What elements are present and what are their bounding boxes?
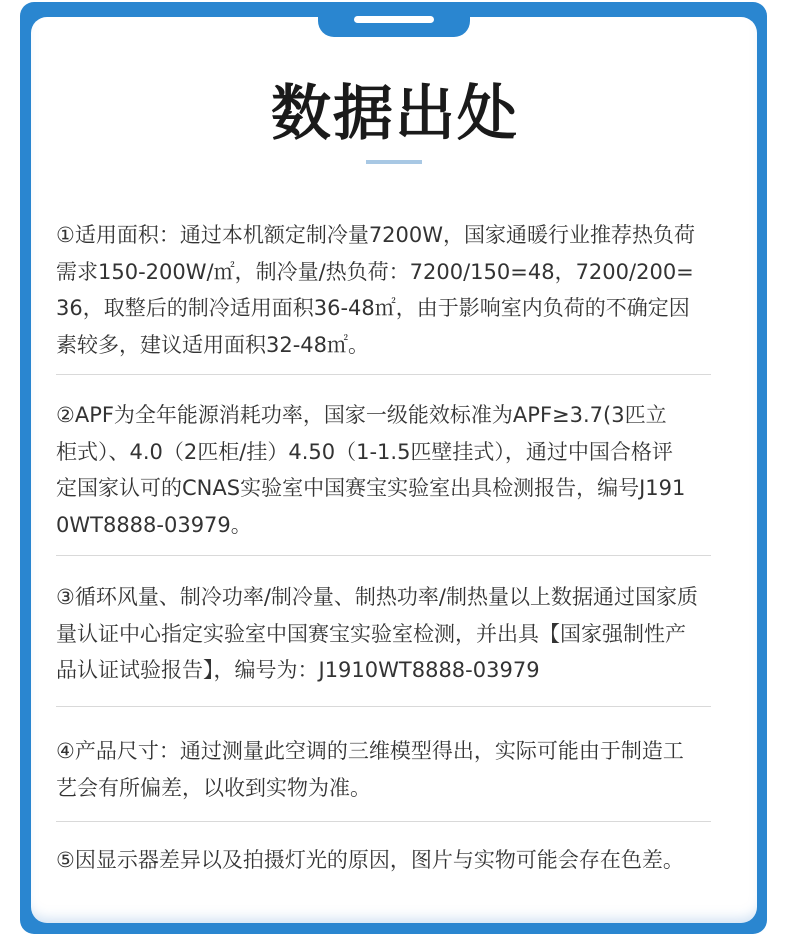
top-tab (318, 2, 470, 37)
section-line: ③循环风量、制冷功率/制冷量、制热功率/制热量以上数据通过国家质 (56, 585, 698, 609)
section-area (56, 217, 736, 363)
section-line: ②APF为全年能源消耗功率，国家一级能效标准为APF≥3.7(3匹立 (56, 403, 667, 427)
section-line: ⑤因显示器差异以及拍摄灯光的原因，图片与实物可能会存在色差。 (56, 848, 684, 872)
divider (56, 374, 711, 375)
section-line: 素较多，建议适用面积32-48㎡。 (56, 332, 370, 357)
title-underline (366, 160, 422, 164)
section-line: 量认证中心指定实验室中国赛宝实验室检测，并出具【国家强制性产 (56, 621, 686, 646)
section-certification (56, 579, 736, 689)
section-line: 品认证试验报告】，编号为：J1910WT8888-03979 (56, 658, 540, 682)
divider (56, 555, 711, 556)
section-line: 需求150-200W/㎡，制冷量/热负荷：7200/150=48，7200/200= (56, 259, 694, 284)
divider (56, 821, 711, 822)
section-line: ④产品尺寸：通过测量此空调的三维模型得出，实际可能由于制造工 (56, 739, 684, 763)
section-line: 艺会有所偏差，以收到实物为准。 (56, 775, 371, 800)
section-line: 柜式）、4.0（2匹柜/挂）4.50（1-1.5匹壁挂式），通过中国合格评 (56, 439, 673, 464)
section-size (56, 733, 736, 806)
tab-bar-decoration (354, 16, 434, 23)
section-line: 0WT8888-03979。 (56, 512, 252, 537)
section-line: 定国家认可的CNAS实验室中国赛宝实验室出具检测报告，编号J191 (56, 476, 686, 500)
section-apf (56, 397, 736, 543)
page-title: 数据出处 (271, 79, 519, 149)
section-color (56, 842, 736, 879)
section-line: ①适用面积：通过本机额定制冷量7200W，国家通暖行业推荐热负荷 (56, 223, 696, 247)
divider (56, 706, 711, 707)
section-line: 36，取整后的制冷适用面积36-48㎡，由于影响室内负荷的不确定因 (56, 296, 690, 320)
